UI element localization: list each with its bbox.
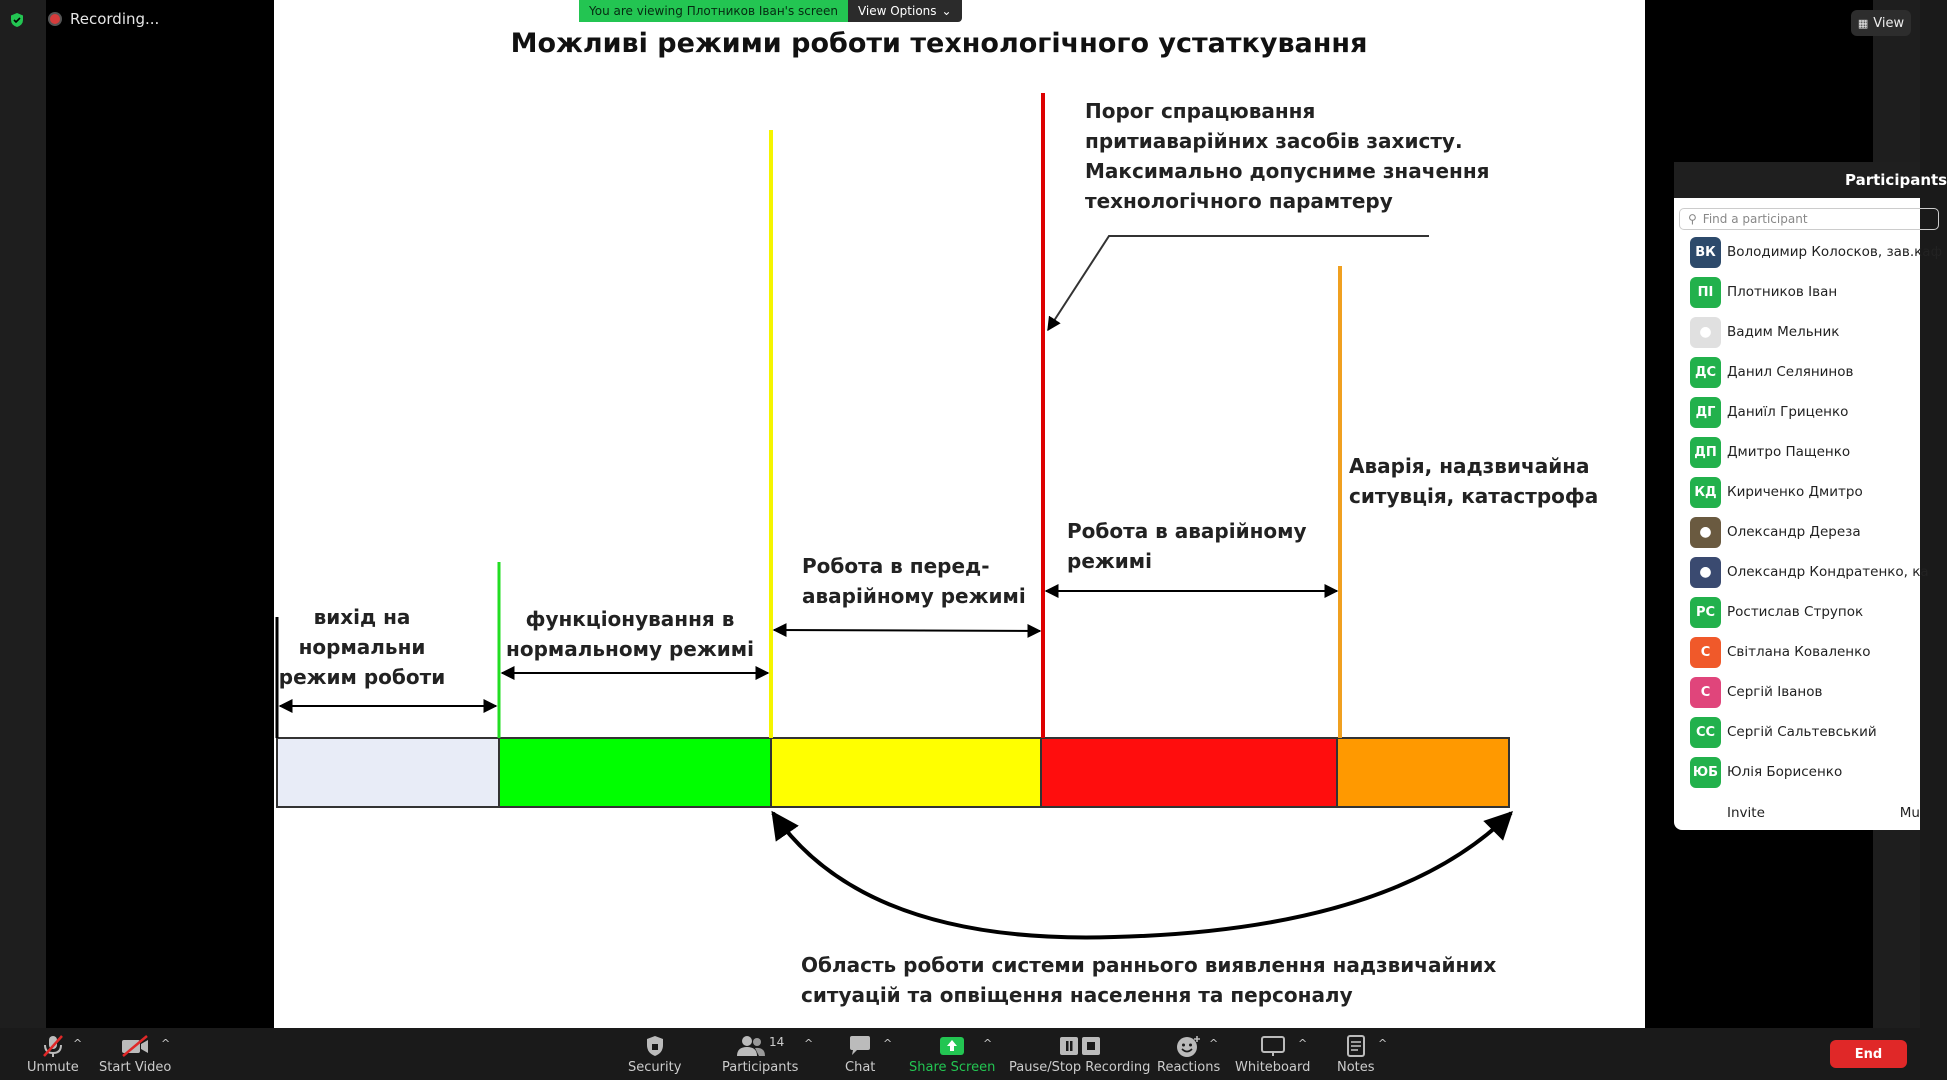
- chevron-down-icon: ⌄: [941, 4, 952, 18]
- participants-icon: [736, 1035, 766, 1057]
- emergency-label-2: режимі: [1067, 549, 1152, 573]
- recording-dot-icon: [50, 14, 60, 24]
- participant-row[interactable]: [1674, 272, 1920, 312]
- participant-name: Вадим Мельник: [1727, 324, 1840, 340]
- participant-row[interactable]: [1674, 592, 1920, 632]
- range-arrow-pre-emergency: [774, 630, 1040, 631]
- normal-func-label-2: нормальному режимі: [506, 637, 754, 661]
- participant-row[interactable]: [1674, 352, 1920, 392]
- viewing-banner: [579, 0, 962, 22]
- participant-name: Плотников Іван: [1727, 284, 1838, 300]
- participant-search-input[interactable]: [1679, 208, 1939, 230]
- participant-avatar: ДГ: [1690, 397, 1721, 428]
- notes-label: Notes: [1337, 1060, 1375, 1075]
- early-warning-arc: [773, 813, 1511, 937]
- participant-avatar: [1690, 317, 1721, 348]
- zone-normal: [499, 738, 771, 807]
- grid-icon: ▦: [1857, 16, 1869, 30]
- participants-count: 14: [769, 1035, 785, 1049]
- video-off-icon: [120, 1034, 150, 1058]
- participant-row[interactable]: [1674, 512, 1920, 552]
- threshold-label-4: технологічного парамтеру: [1085, 189, 1393, 213]
- participant-avatar: С: [1690, 637, 1721, 668]
- share-screen-icon: [939, 1036, 965, 1056]
- participant-name: Юлія Борисенко: [1727, 764, 1843, 780]
- participants-options-caret-icon[interactable]: ^: [804, 1037, 814, 1050]
- security-button[interactable]: [628, 1034, 681, 1075]
- unmute-button[interactable]: [27, 1034, 79, 1075]
- participant-avatar: ДП: [1690, 437, 1721, 468]
- pre-emergency-label-2: аварійному режимі: [802, 584, 1026, 608]
- share-screen-label: Share Screen: [909, 1060, 996, 1075]
- reactions-smiley-icon: [1176, 1034, 1202, 1058]
- reactions-options-caret-icon[interactable]: ^: [1209, 1037, 1219, 1050]
- participants-panel-footer: [1674, 796, 1920, 830]
- exit-label-2: нормальни: [298, 635, 426, 659]
- share-options-caret-icon[interactable]: ^: [983, 1037, 993, 1050]
- threshold-callout-line: [1048, 236, 1429, 330]
- threshold-label-2: притиаварійних засобів захисту.: [1085, 129, 1463, 153]
- threshold-label-1: Порог спрацювання: [1085, 99, 1316, 123]
- accident-label-1: Аварія, надзвичайна: [1349, 454, 1590, 478]
- participant-name: Володимир Колосков, зав.каф: [1727, 244, 1943, 260]
- participant-list: [1674, 232, 1943, 792]
- microphone-muted-icon: [40, 1034, 66, 1058]
- participant-name: Даниїл Гриценко: [1727, 404, 1849, 420]
- participant-name: Кириченко Дмитро: [1727, 484, 1863, 500]
- participant-row[interactable]: [1674, 232, 1943, 272]
- pre-emergency-label-1: Робота в перед-: [802, 554, 990, 578]
- emergency-label-1: Робота в аварійному: [1067, 519, 1307, 543]
- participant-search-placeholder: Find a participant: [1702, 212, 1808, 226]
- participants-label: Participants: [722, 1060, 799, 1075]
- whiteboard-label: Whiteboard: [1235, 1060, 1311, 1075]
- participant-avatar: РС: [1690, 597, 1721, 628]
- participants-panel: [1674, 162, 1947, 830]
- participant-avatar: ДС: [1690, 357, 1721, 388]
- slide-diagram: [274, 0, 1645, 1028]
- participant-row[interactable]: [1674, 312, 1920, 352]
- participant-avatar: [1690, 557, 1721, 588]
- encryption-shield-icon[interactable]: [9, 12, 25, 28]
- view-button[interactable]: [1851, 10, 1911, 36]
- viewing-banner-text: You are viewing Плотников Іван's screen: [579, 0, 848, 22]
- whiteboard-icon: [1260, 1035, 1286, 1057]
- normal-func-label-1: функціонування в: [525, 607, 735, 631]
- participant-row[interactable]: [1674, 392, 1920, 432]
- zone-exit-normal: [277, 738, 499, 807]
- view-options-label: View Options: [857, 4, 937, 18]
- start-video-label: Start Video: [99, 1060, 172, 1075]
- accident-label-2: ситувція, катастрофа: [1349, 484, 1599, 508]
- pause-stop-recording-label: Pause/Stop Recording: [1009, 1060, 1151, 1075]
- participant-name: Сергій Сальтевський: [1727, 724, 1877, 740]
- whiteboard-options-caret-icon[interactable]: ^: [1298, 1037, 1308, 1050]
- invite-button[interactable]: Invite: [1727, 805, 1765, 821]
- participants-panel-title: Participants: [1674, 162, 1920, 198]
- view-button-label: View: [1873, 15, 1905, 31]
- participant-row[interactable]: [1674, 552, 1929, 592]
- participant-avatar: КД: [1690, 477, 1721, 508]
- participant-name: Ростислав Струпок: [1727, 604, 1864, 620]
- user-placeholder-icon: ●: [1699, 564, 1712, 580]
- participant-row[interactable]: [1674, 632, 1920, 672]
- notes-icon: [1346, 1034, 1366, 1058]
- participant-name: Олександр Кондратенко, ка: [1727, 564, 1929, 580]
- zone-accident: [1337, 738, 1509, 807]
- chat-bubble-icon: [848, 1035, 872, 1057]
- zone-pre-emergency: [771, 738, 1041, 807]
- notes-button[interactable]: [1337, 1034, 1375, 1075]
- participant-name: Світлана Коваленко: [1727, 644, 1871, 660]
- participant-avatar: ВК: [1690, 237, 1721, 268]
- participant-name: Олександр Дереза: [1727, 524, 1861, 540]
- participants-button[interactable]: [722, 1034, 798, 1075]
- reactions-label: Reactions: [1157, 1060, 1221, 1075]
- participant-row[interactable]: [1674, 752, 1920, 792]
- user-placeholder-icon: ●: [1699, 324, 1712, 340]
- threshold-label-3: Максимально допусниме значення: [1085, 159, 1490, 183]
- video-options-caret-icon[interactable]: ^: [161, 1037, 171, 1050]
- user-placeholder-icon: ●: [1699, 524, 1712, 540]
- shared-screen-slide: [274, 0, 1645, 1028]
- chat-label: Chat: [845, 1060, 876, 1075]
- area-label-1: Область роботи системи раннього виявлення надзвичайних: [801, 953, 1497, 977]
- letterbox-left: [46, 0, 274, 1028]
- exit-label-3: режим роботи: [278, 665, 446, 689]
- area-label-2: ситуацій та опвіщення населення та персоналу: [801, 983, 1353, 1007]
- search-icon: ⚲: [1688, 212, 1697, 226]
- zone-emergency: [1041, 738, 1337, 807]
- pause-stop-icon: [1058, 1036, 1102, 1056]
- participant-name: Сергій Іванов: [1727, 684, 1823, 700]
- view-options-button[interactable]: [848, 0, 962, 22]
- exit-label-1: вихід на: [313, 605, 411, 629]
- participant-avatar: СС: [1690, 717, 1721, 748]
- participant-row[interactable]: [1674, 712, 1920, 752]
- end-meeting-button[interactable]: End: [1830, 1040, 1907, 1068]
- recording-indicator[interactable]: [50, 10, 159, 28]
- participant-row[interactable]: [1674, 472, 1920, 512]
- audio-options-caret-icon[interactable]: ^: [73, 1037, 83, 1050]
- participant-name: Данил Селянинов: [1727, 364, 1854, 380]
- security-label: Security: [628, 1060, 682, 1075]
- participant-avatar: [1690, 517, 1721, 548]
- pause-stop-recording-button[interactable]: [1009, 1034, 1150, 1075]
- participant-avatar: ПІ: [1690, 277, 1721, 308]
- security-shield-icon: [644, 1034, 666, 1058]
- chat-button[interactable]: [845, 1034, 875, 1075]
- participant-row[interactable]: [1674, 432, 1920, 472]
- participant-row[interactable]: [1674, 672, 1920, 712]
- chat-options-caret-icon[interactable]: ^: [883, 1037, 893, 1050]
- notes-options-caret-icon[interactable]: ^: [1378, 1037, 1388, 1050]
- participant-avatar: ЮБ: [1690, 757, 1721, 788]
- recording-text: Recording...: [70, 10, 160, 28]
- participant-avatar: С: [1690, 677, 1721, 708]
- mute-all-button[interactable]: Mu: [1899, 805, 1920, 821]
- participant-name: Дмитро Пащенко: [1727, 444, 1851, 460]
- unmute-label: Unmute: [27, 1060, 79, 1075]
- slide-title: Можливі режими роботи технологічного устаткування: [510, 28, 1368, 59]
